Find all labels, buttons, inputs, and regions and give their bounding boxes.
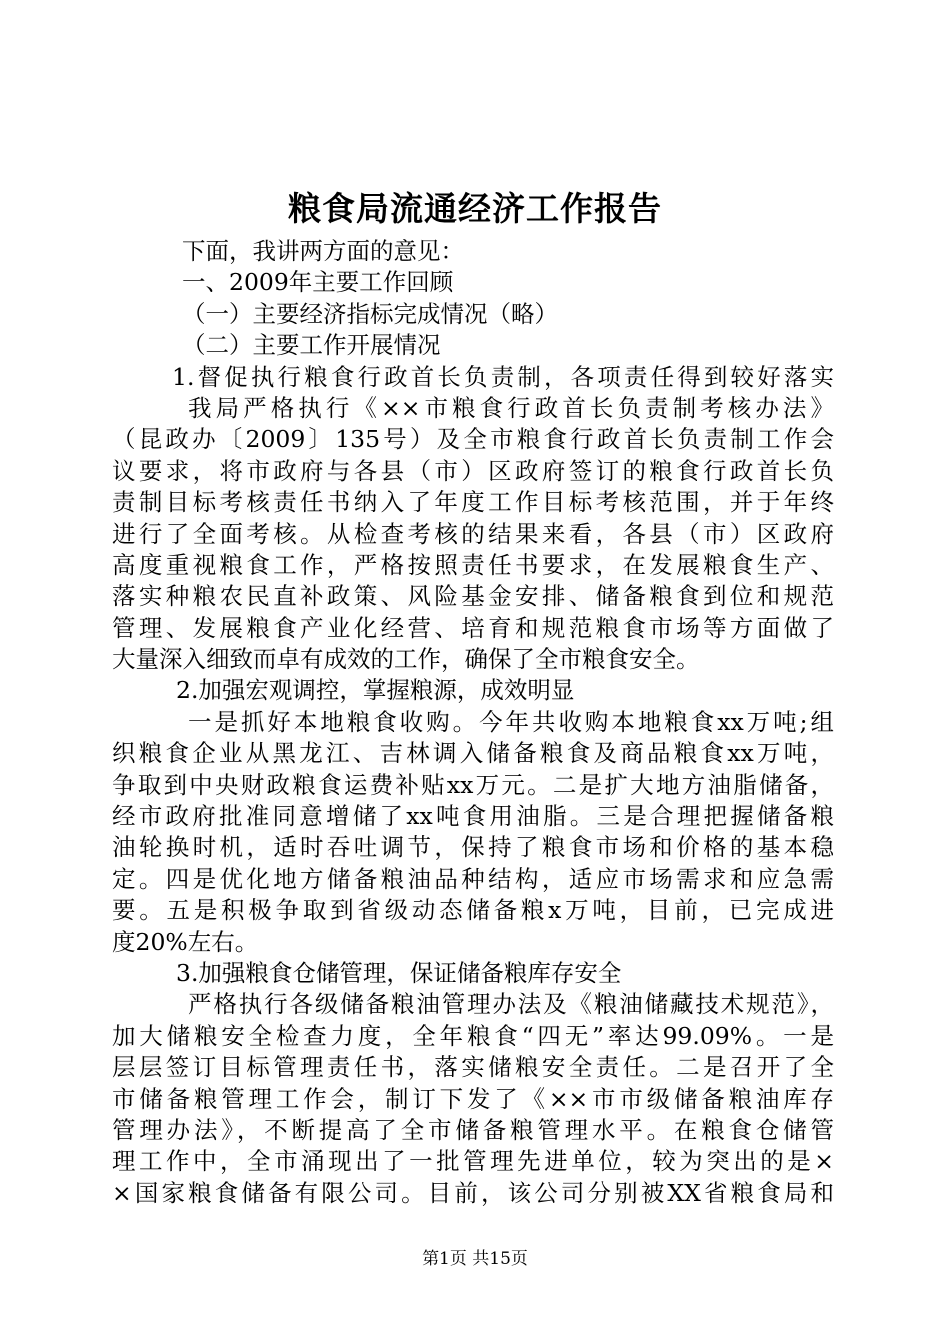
item-heading: 3.加强粮食仓储管理，保证储备粮库存安全 [176, 958, 622, 987]
paragraph-line: ×国家粮食储备有限公司。目前，该公司分别被XX省粮食局和 [112, 1178, 834, 1207]
paragraph-line: 我局严格执行《××市粮食行政首长负责制考核办法》 [188, 393, 834, 422]
paragraph-line: 市储备粮管理工作会，制订下发了《××市市级储备粮油库存 [112, 1084, 834, 1113]
paragraph-line: 责制目标考核责任书纳入了年度工作目标考核范围，并于年终 [112, 488, 834, 517]
paragraph-line: 加大储粮安全检查力度，全年粮食“四无”率达99.09%。一是 [112, 1021, 834, 1050]
page-number: 第1页 共15页 [422, 1249, 528, 1269]
paragraph-line: （昆政办〔2009〕135号）及全市粮食行政首长负责制工作会 [112, 425, 834, 454]
paragraph-line: 油轮换时机，适时吞吐调节，保持了粮食市场和价格的基本稳 [112, 833, 834, 862]
paragraph-line: 一是抓好本地粮食收购。今年共收购本地粮食xx万吨;组 [188, 707, 834, 736]
item-heading: 1.督促执行粮食行政首长负责制，各项责任得到较好落实 [172, 362, 834, 391]
paragraph-line: 管理办法》，不断提高了全市储备粮管理水平。在粮食仓储管 [112, 1115, 834, 1144]
paragraph-line: 议要求，将市政府与各县（市）区政府签订的粮食行政首长负 [112, 456, 834, 485]
paragraph-line: 经市政府批准同意增储了xx吨食用油脂。三是合理把握储备粮 [112, 802, 834, 831]
paragraph-line: 大量深入细致而卓有成效的工作，确保了全市粮食安全。 [112, 645, 700, 674]
paragraph-line: 要。五是积极争取到省级动态储备粮x万吨，目前，已完成进 [112, 896, 834, 925]
item-heading: 2.加强宏观调控，掌握粮源，成效明显 [176, 676, 575, 705]
paragraph-line: 织粮食企业从黑龙江、吉林调入储备粮食及商品粮食xx万吨， [112, 739, 834, 768]
intro-line: 下面，我讲两方面的意见： [182, 237, 464, 265]
paragraph-line: 管理、发展粮食产业化经营、培育和规范粮食市场等方面做了 [112, 613, 834, 642]
paragraph-line: 严格执行各级储备粮油管理办法及《粮油储藏技术规范》， [188, 990, 834, 1019]
subsection-heading: （二）主要工作开展情况 [182, 331, 441, 360]
document-title: 粮食局流通经济工作报告 [288, 189, 662, 228]
paragraph-line: 高度重视粮食工作，严格按照责任书要求，在发展粮食生产、 [112, 550, 834, 579]
paragraph-line: 进行了全面考核。从检查考核的结果来看，各县（市）区政府 [112, 519, 834, 548]
paragraph-line: 层层签订目标管理责任书，落实储粮安全责任。二是召开了全 [112, 1053, 834, 1082]
paragraph-line: 度20%左右。 [112, 927, 259, 956]
document-body [112, 236, 834, 1209]
paragraph-line: 定。四是优化地方储备粮油品种结构，适应市场需求和应急需 [112, 864, 834, 893]
subsection-heading: （一）主要经济指标完成情况（略） [182, 299, 558, 328]
paragraph-line: 落实种粮农民直补政策、风险基金安排、储备粮食到位和规范 [112, 582, 834, 611]
section-heading: 一、2009年主要工作回顾 [182, 268, 454, 297]
paragraph-line: 理工作中，全市涌现出了一批管理先进单位，较为突出的是× [112, 1147, 834, 1176]
paragraph-line: 争取到中央财政粮食运费补贴xx万元。二是扩大地方油脂储备， [112, 770, 834, 799]
